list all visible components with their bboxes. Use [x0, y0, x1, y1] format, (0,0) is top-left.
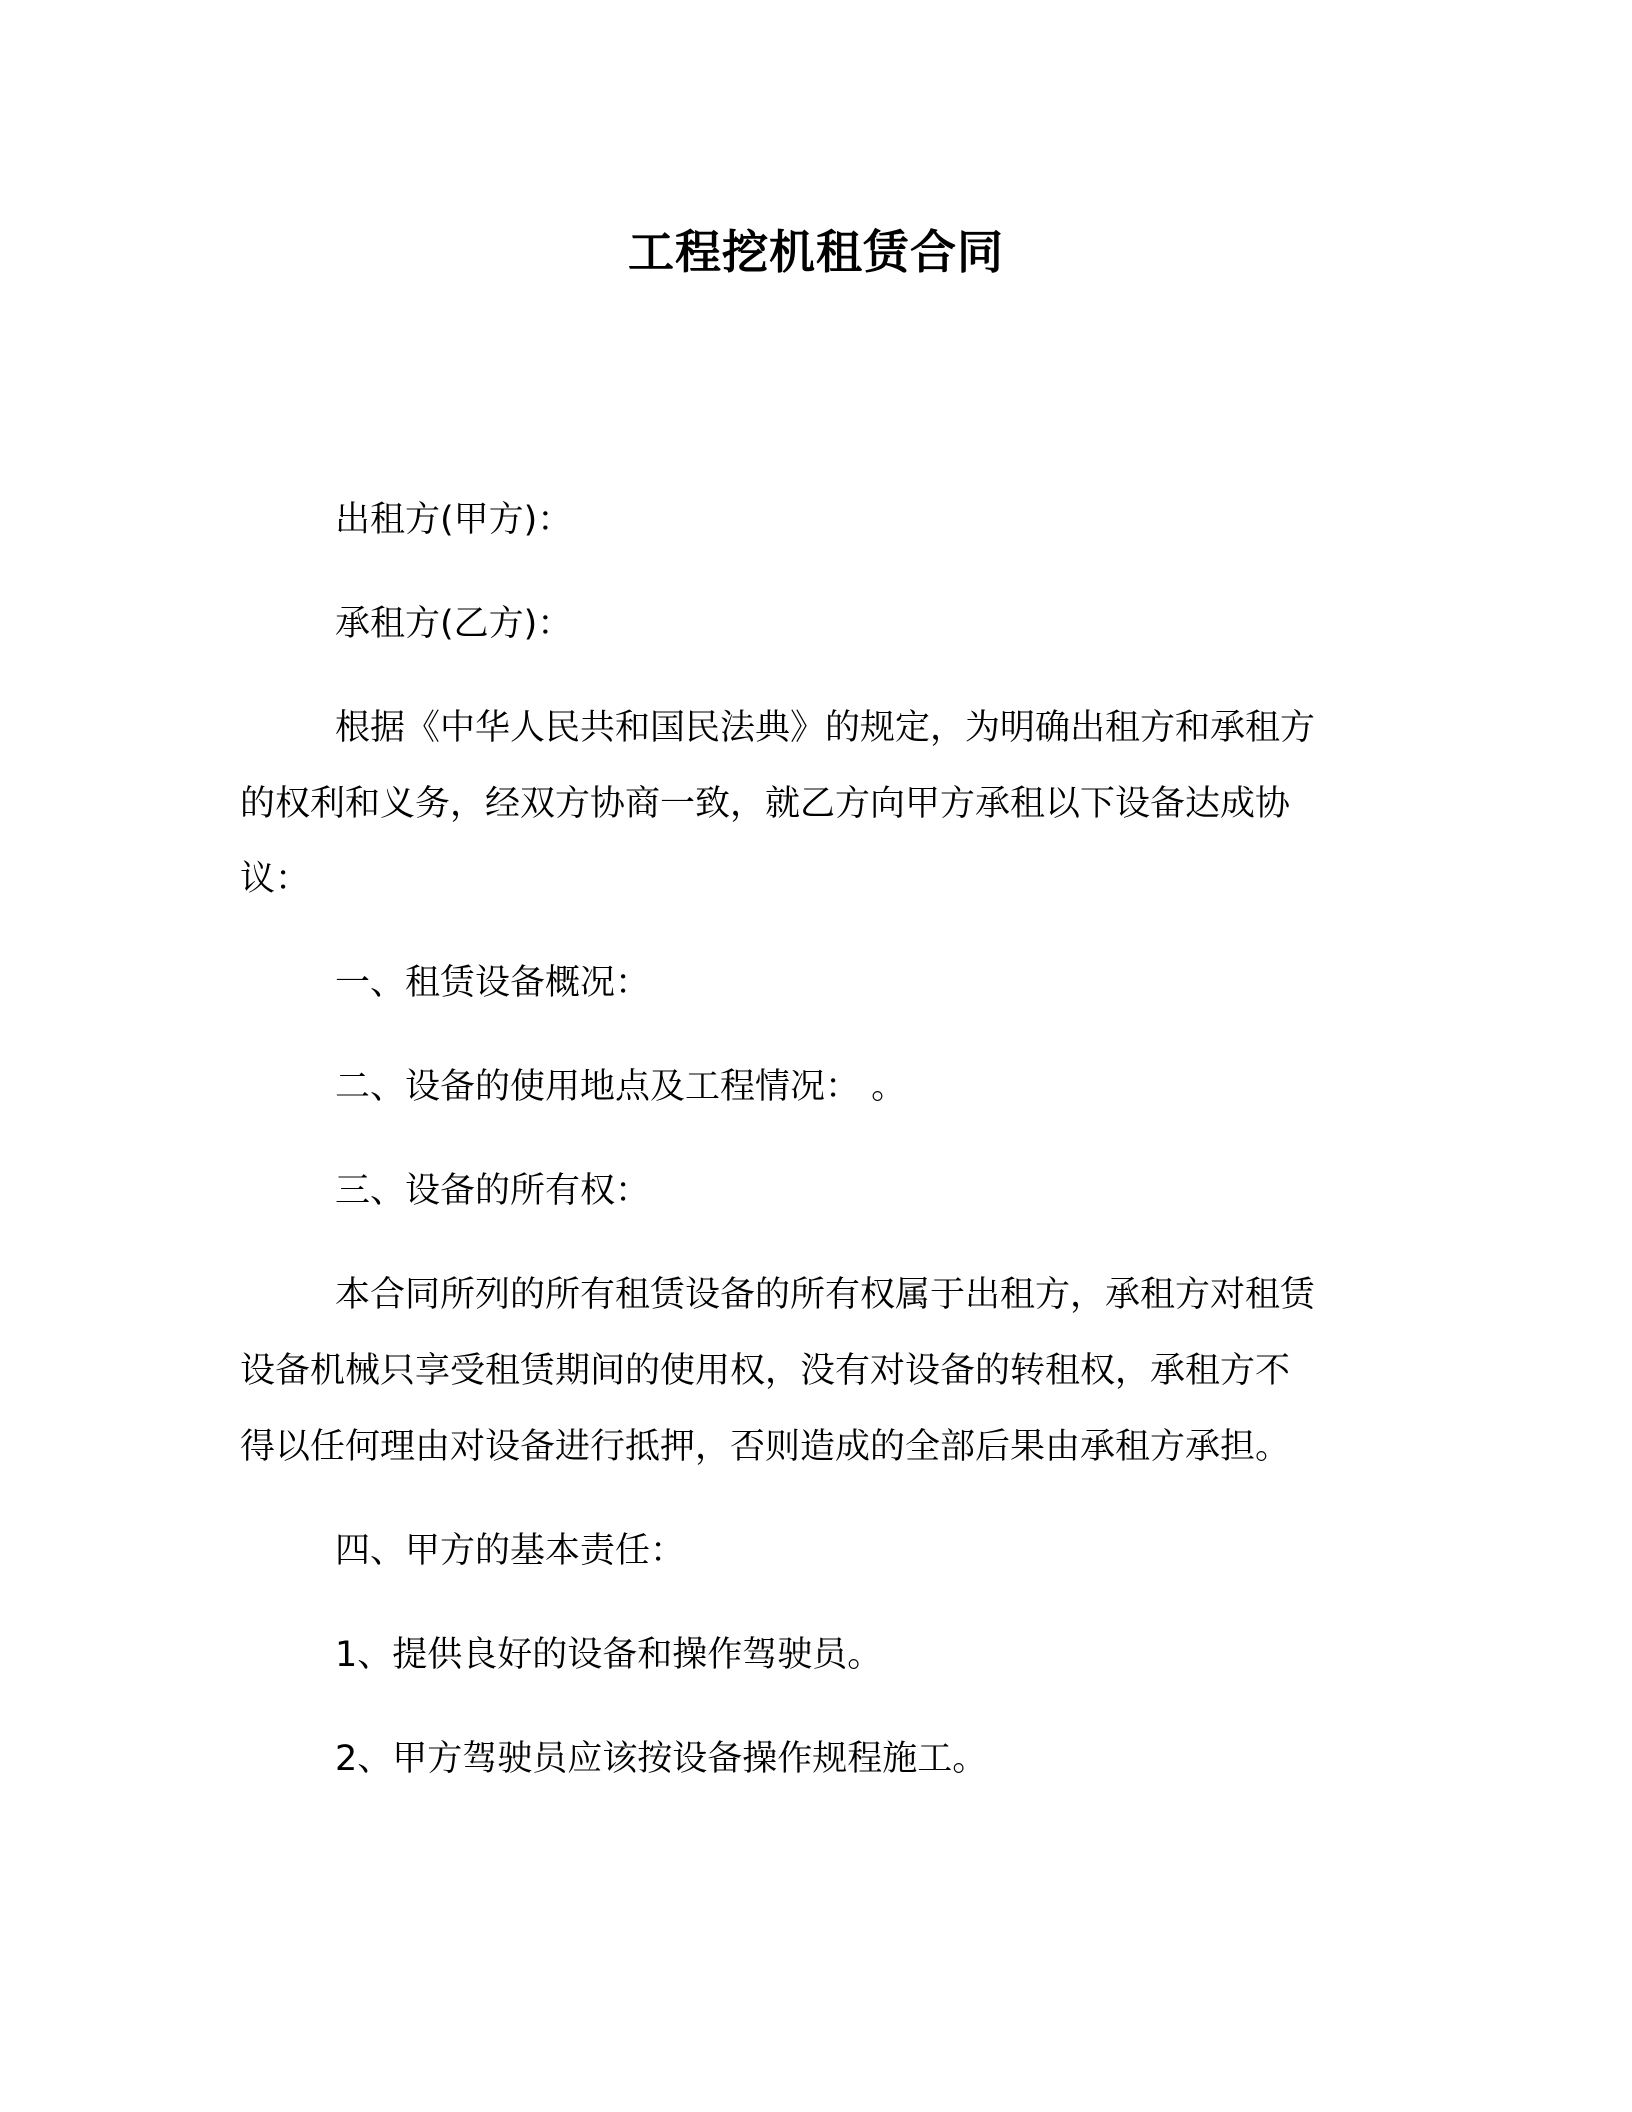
lessor-line: 出租方(甲方)：: [335, 500, 573, 540]
ownership-line-3: 得以任何理由对设备进行抵押，否则造成的全部后果由承租方承担。: [240, 1427, 1291, 1467]
section-4-heading: 四、甲方的基本责任：: [335, 1531, 686, 1571]
section-3-heading: 三、设备的所有权：: [335, 1171, 651, 1211]
intro-line-2: 的权利和义务，经双方协商一致，就乙方向甲方承租以下设备达成协: [240, 784, 1291, 824]
lessee-line: 承租方(乙方)：: [335, 604, 573, 644]
ownership-line-1: 本合同所列的所有租赁设备的所有权属于出租方，承租方对租赁: [335, 1275, 1316, 1315]
intro-line-1: 根据《中华人民共和国民法典》的规定，为明确出租方和承租方: [335, 708, 1316, 748]
duty-item-2: 2、甲方驾驶员应该按设备操作规程施工。: [335, 1739, 988, 1779]
document-title: 工程挖机租赁合同: [628, 225, 1004, 279]
intro-line-3: 议：: [240, 859, 311, 899]
section-1-heading: 一、租赁设备概况：: [335, 963, 651, 1003]
duty-item-1: 1、提供良好的设备和操作驾驶员。: [335, 1635, 883, 1675]
section-2-heading: 二、设备的使用地点及工程情况： 。: [335, 1067, 907, 1107]
ownership-line-2: 设备机械只享受租赁期间的使用权，没有对设备的转租权，承租方不: [240, 1351, 1291, 1391]
